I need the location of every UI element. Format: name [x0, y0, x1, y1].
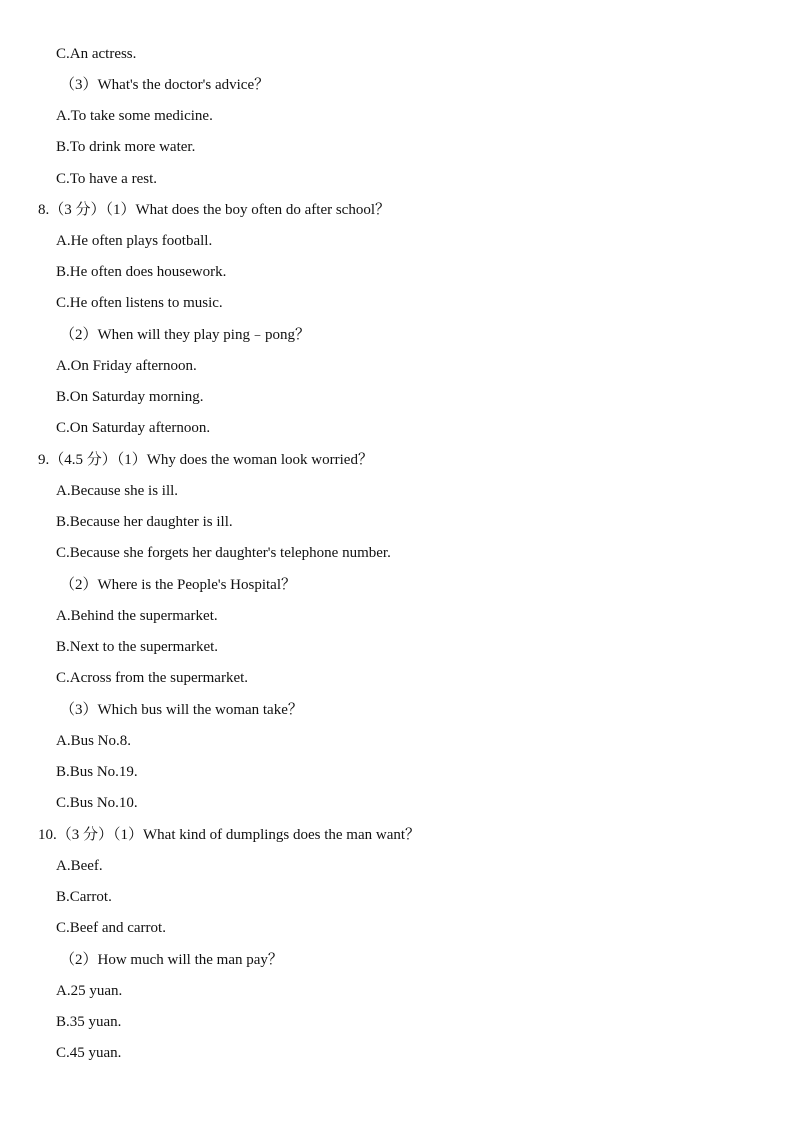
- question-10: 10.（3 分）（1）What kind of dumplings does the man want？: [38, 827, 421, 843]
- option-line: A.Beef.: [56, 858, 103, 874]
- option-line: B.Because her daughter is ill.: [56, 514, 233, 530]
- option-line: C.To have a rest.: [56, 171, 158, 187]
- option-line: B.Bus No.19.: [56, 764, 138, 780]
- option-line: A.Bus No.8.: [56, 733, 132, 749]
- option-line: C.Beef and carrot.: [56, 920, 166, 936]
- option-line: C.He often listens to music.: [56, 295, 223, 311]
- option-line: C.On Saturday afternoon.: [56, 420, 211, 436]
- option-line: B.Carrot.: [56, 889, 112, 905]
- option-line: A.He often plays football.: [56, 233, 213, 249]
- question-8: 8.（3 分）（1）What does the boy often do after school？: [38, 202, 391, 218]
- subquestion-line: （3）What's the doctor's advice？: [60, 77, 270, 93]
- subquestion-line: （3）Which bus will the woman take？: [60, 702, 303, 718]
- subquestion-line: （2）How much will the man pay？: [60, 952, 283, 968]
- option-line: C.Across from the supermarket.: [56, 670, 249, 686]
- option-line: C.Bus No.10.: [56, 795, 138, 811]
- subquestion-line: （2）Where is the People's Hospital？: [60, 577, 296, 593]
- option-line: A.To take some medicine.: [56, 108, 213, 124]
- subquestion-line: （2）When will they play ping﹣pong？: [60, 327, 310, 343]
- option-line: B.On Saturday morning.: [56, 389, 204, 405]
- option-line: B.He often does housework.: [56, 264, 227, 280]
- option-line: A.Behind the supermarket.: [56, 608, 218, 624]
- option-line: B.Next to the supermarket.: [56, 639, 219, 655]
- option-line: C.Because she forgets her daughter's telephone number.: [56, 545, 391, 561]
- question-9: 9.（4.5 分）（1）Why does the woman look worried？: [38, 452, 373, 468]
- option-line: C.An actress.: [56, 46, 137, 62]
- option-line: A.On Friday afternoon.: [56, 358, 197, 374]
- option-line: A.Because she is ill.: [56, 483, 179, 499]
- option-line: B.To drink more water.: [56, 139, 196, 155]
- option-line: A.25 yuan.: [56, 983, 123, 999]
- option-line: C.45 yuan.: [56, 1045, 122, 1061]
- option-line: B.35 yuan.: [56, 1014, 122, 1030]
